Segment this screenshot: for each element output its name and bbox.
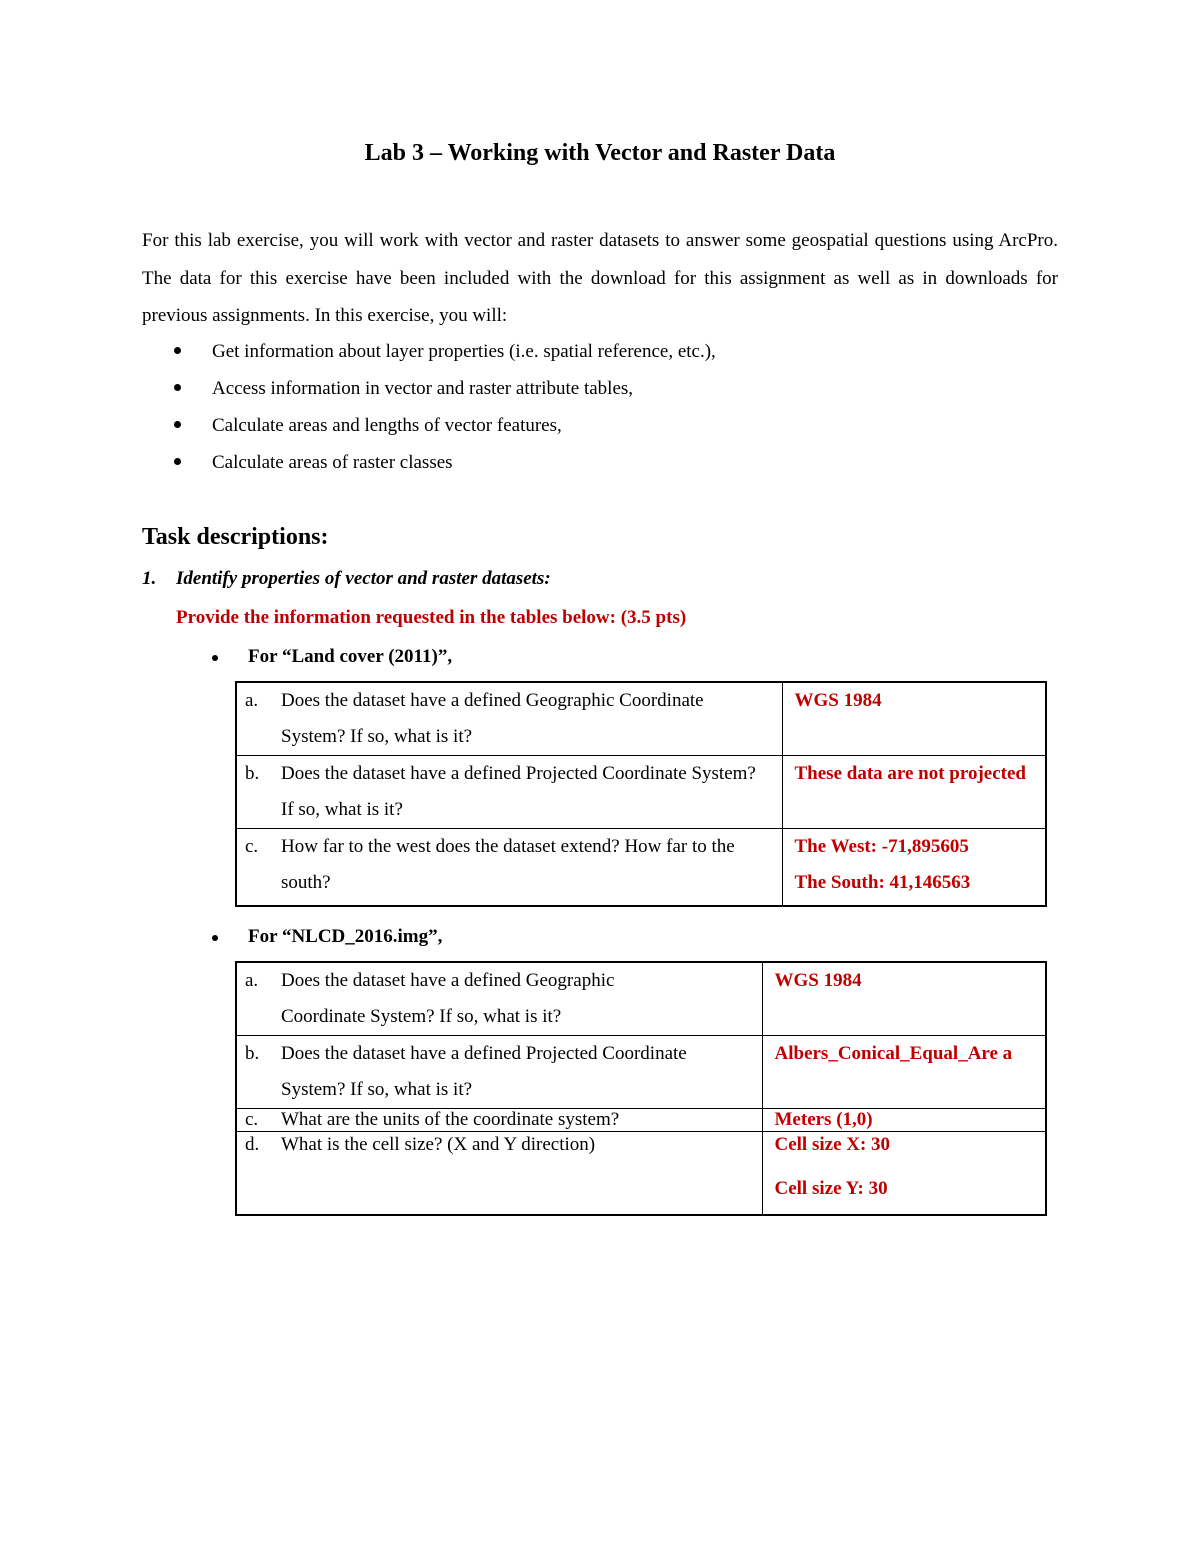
answer-cell: The West: -71,895605 The South: 41,146563 <box>782 829 1046 907</box>
answer-cell: Cell size X: 30 Cell size Y: 30 <box>762 1132 1046 1216</box>
list-item: Calculate areas of raster classes <box>172 444 716 481</box>
table-row <box>236 1109 1046 1132</box>
task-heading: Task descriptions: <box>142 524 329 550</box>
objectives-list <box>172 333 716 481</box>
question-cell: d. What is the cell size? (X and Y direction) <box>236 1132 762 1216</box>
intro-paragraph <box>142 222 1058 335</box>
land-cover-label: For “Land cover (2011)”, <box>212 646 416 668</box>
task1-title: 1. Identify properties of vector and raster datasets: <box>142 568 551 589</box>
answer-cell: Meters (1,0) <box>762 1109 1046 1132</box>
answer-cell: WGS 1984 <box>782 682 1046 756</box>
question-cell: c. How far to the west does the dataset extend? How far to the south? <box>236 829 782 907</box>
answer-cell: These data are not projected <box>782 756 1046 829</box>
question-cell: a. Does the dataset have a defined Geographic Coordinate System? If so, what is it? <box>236 962 762 1036</box>
list-item: Calculate areas and lengths of vector features, <box>172 407 716 444</box>
table-row <box>236 829 1046 907</box>
page-title: Lab 3 – Working with Vector and Raster Data <box>364 140 836 166</box>
bullet-icon <box>174 347 181 354</box>
land-cover-table <box>235 681 1047 907</box>
list-item: Access information in vector and raster attribute tables, <box>172 370 716 407</box>
question-cell: b. Does the dataset have a defined Projected Coordinate System? If so, what is it? <box>236 1036 762 1109</box>
question-cell: a. Does the dataset have a defined Geographic Coordinate System? If so, what is it? <box>236 682 782 756</box>
table-row <box>236 756 1046 829</box>
answer-cell: WGS 1984 <box>762 962 1046 1036</box>
task1-instruction: Provide the information requested in the tables below: (3.5 pts) <box>176 607 687 628</box>
intro-text: For this lab exercise, you will work with vector and raster datasets to answer some geospatial questions using ArcPro. The data for this exercise have been included with the download for this assignment as well as in downloads for previous assignments. In this exercise, you will: <box>142 230 1058 326</box>
bullet-icon <box>212 935 218 941</box>
task1-number: 1. <box>142 568 157 589</box>
bullet-icon <box>174 458 181 465</box>
table-row <box>236 682 1046 756</box>
list-item: Get information about layer properties (i.e. spatial reference, etc.), <box>172 333 716 370</box>
table-row <box>236 1132 1046 1216</box>
question-cell: b. Does the dataset have a defined Projected Coordinate System? If so, what is it? <box>236 756 782 829</box>
bullet-icon <box>212 655 218 661</box>
table-row <box>236 1036 1046 1109</box>
nlcd-table <box>235 961 1047 1216</box>
bullet-icon <box>174 421 181 428</box>
answer-cell: Albers_Conical_Equal_Are a <box>762 1036 1046 1109</box>
table-row <box>236 962 1046 1036</box>
question-cell: c. What are the units of the coordinate system? <box>236 1109 762 1132</box>
nlcd-label: For “NLCD_2016.img”, <box>212 926 406 948</box>
bullet-icon <box>174 384 181 391</box>
